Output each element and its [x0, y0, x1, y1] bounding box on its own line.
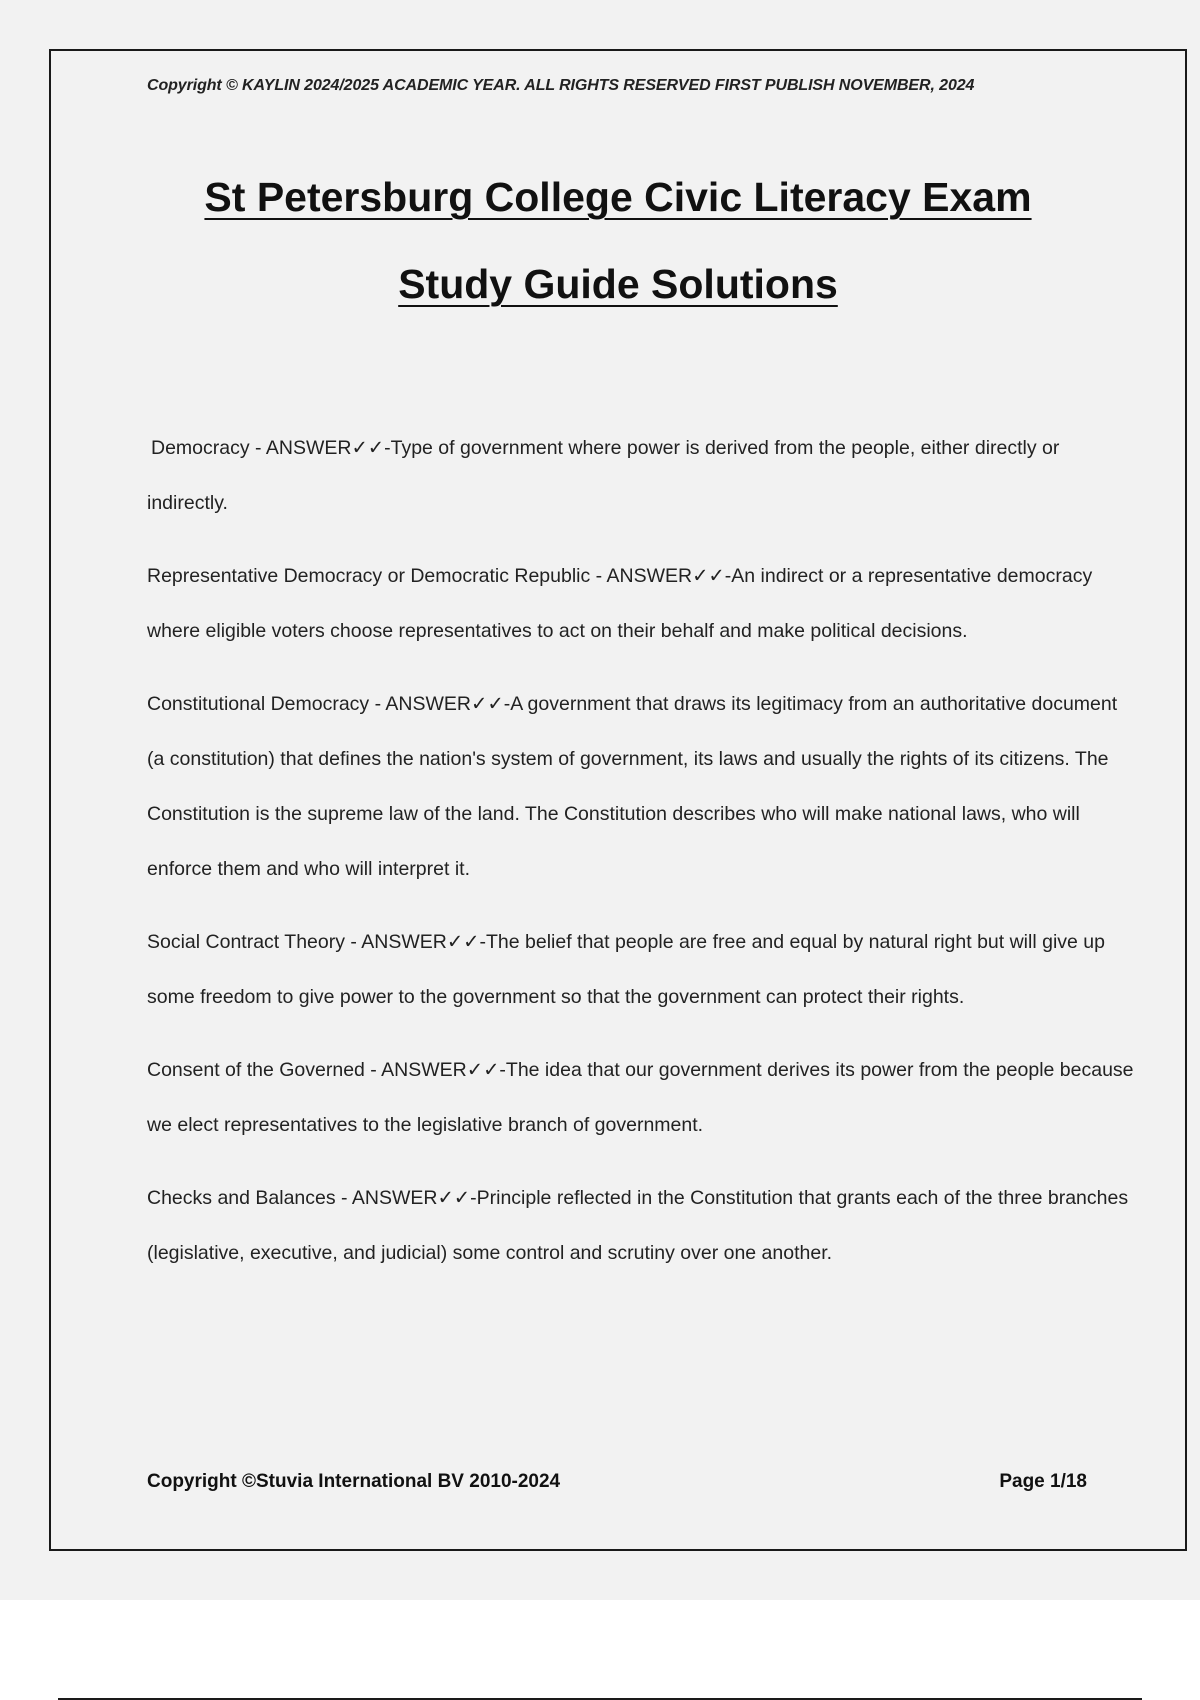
page-border [49, 49, 1187, 1551]
qa-item-constitutional-democracy: Constitutional Democracy - ANSWER✓✓-A government that draws its legitimacy from an authoritative document (a constitution) that defines the nation's system of government, its laws and usually the rights of its citizens. The Constitution is the supreme law of the land. The Constitution describes who will make national laws, who will enforce them and who will interpret it. [147, 693, 1118, 880]
qa-item-representative-democracy: Representative Democracy or Democratic Republic - ANSWER✓✓-An indirect or a representative democracy where eligible voters choose representatives to act on their behalf and make political decisions. [147, 565, 1093, 642]
document-title-line-2: Study Guide Solutions [398, 261, 838, 307]
footer-copyright: Copyright ©Stuvia International BV 2010-2024 [147, 1471, 561, 1492]
document-title-line-1: St Petersburg College Civic Literacy Exam [204, 174, 1032, 220]
qa-item-democracy: Democracy - ANSWER✓✓-Type of government where power is derived from the people, either directly or indirectly. [147, 437, 1060, 514]
page-footer [147, 1471, 1087, 1493]
header-copyright: Copyright © KAYLIN 2024/2025 ACADEMIC YEAR. ALL RIGHTS RESERVED FIRST PUBLISH NOVEMBER, 2024 [147, 77, 975, 94]
qa-item-checks-and-balances: Checks and Balances - ANSWER✓✓-Principle reflected in the Constitution that grants each of the three branches (legislative, executive, and judicial) some control and scrutiny over one another. [147, 1187, 1129, 1264]
qa-item-consent-of-the-governed: Consent of the Governed - ANSWER✓✓-The idea that our government derives its power from the people because we elect representatives to the legislative branch of government. [147, 1059, 1134, 1136]
qa-item-social-contract-theory: Social Contract Theory - ANSWER✓✓-The belief that people are free and equal by natural right but will give up some freedom to give power to the government so that the government can protect their rights. [147, 931, 1105, 1008]
page-number: Page 1/18 [999, 1471, 1087, 1492]
qa-list [147, 421, 1137, 1299]
